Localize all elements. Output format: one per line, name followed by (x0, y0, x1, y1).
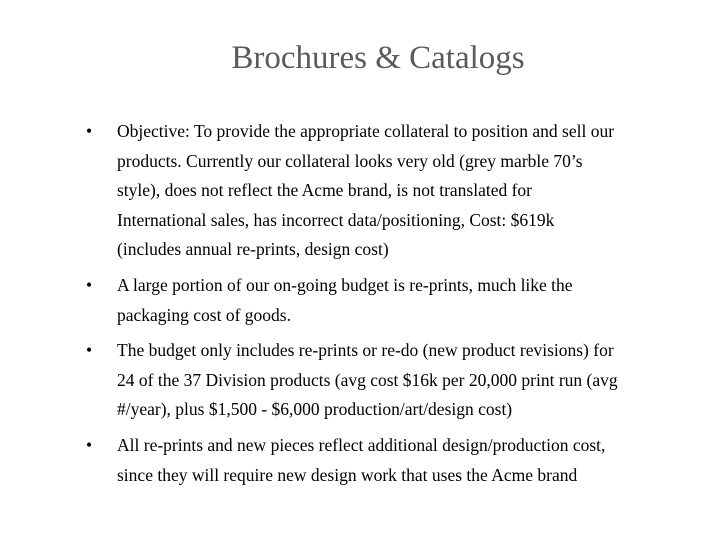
bullet-text (117, 336, 706, 425)
bullet-line: Objective: To provide the appropriate collateral to position and sell our (117, 121, 615, 141)
bullet-text (117, 271, 706, 330)
bullet-line: 24 of the 37 Division products (avg cost $16k per 20,000 print run (avg (117, 369, 618, 390)
bullet-line: (includes annual re-prints, design cost) (117, 239, 389, 260)
slide-title: Brochures & Catalogs (231, 40, 525, 76)
bullet-icon: • (86, 434, 93, 455)
bullet-line: style), does not reflect the Acme brand, is not translated for (117, 180, 533, 201)
bullet-item-budget (86, 336, 706, 425)
bullet-text (117, 117, 706, 265)
bullet-line: packaging cost of goods. (117, 304, 291, 325)
bullet-item-objective (86, 117, 706, 265)
bullet-line: #/year), plus $1,500 - $6,000 production/art/design cost) (117, 399, 513, 420)
bullet-line: A large portion of our on-going budget is re-prints, much like the (117, 274, 573, 295)
bullet-line: All re-prints and new pieces reflect additional design/production cost, (117, 434, 606, 455)
bullet-icon: • (86, 121, 93, 141)
bullet-line: since they will require new design work that uses the Acme brand (117, 464, 578, 485)
bullet-line: products. Currently our collateral looks very old (grey marble 70’s (117, 150, 583, 171)
bullet-text (117, 431, 706, 490)
bullet-icon: • (86, 274, 93, 295)
bullet-item-design-cost (86, 431, 706, 490)
bullet-line: The budget only includes re-prints or re-do (new product revisions) for (117, 340, 614, 361)
bullet-icon: • (86, 340, 93, 361)
bullet-item-reprints (86, 271, 706, 330)
bullet-line: International sales, has incorrect data/positioning, Cost: $619k (117, 209, 555, 230)
bullet-list (86, 117, 706, 496)
